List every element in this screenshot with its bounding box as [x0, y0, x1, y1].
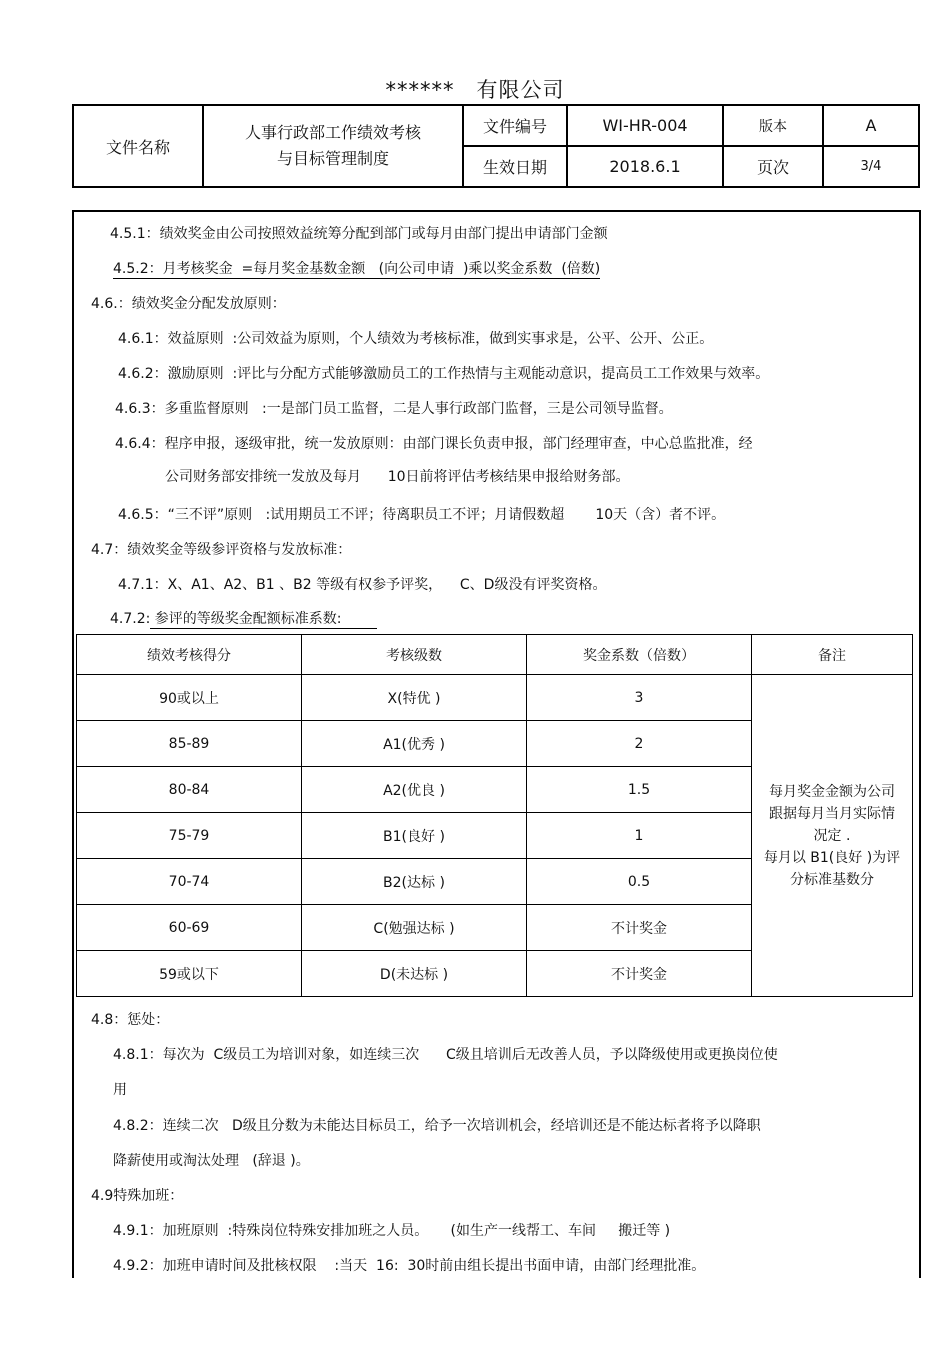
doc-name: [203, 105, 463, 187]
page-number: 3/4: [823, 146, 919, 187]
cell-level: B1(良好 ): [302, 813, 527, 859]
clause-4-6-3: 4.6.3：多重监督原则 :一是部门员工监督，二是人事行政部门监督，三是公司领导监督。: [115, 401, 673, 417]
cell-score: 75-79: [77, 813, 302, 859]
cell-level: A1(优秀 ): [302, 721, 527, 767]
cell-level: D(未达标 ): [302, 951, 527, 997]
version-label: 版本: [723, 105, 823, 146]
cell-score: 80-84: [77, 767, 302, 813]
clause-4-9: 4.9特殊加班：: [91, 1188, 184, 1204]
clause-4-5-2-text: 4.5.2：月考核奖金 =每月奖金基数金额 (向公司申请 )乘以奖金系数 (倍数): [113, 261, 601, 277]
version: A: [823, 105, 919, 146]
clause-4-9-2: 4.9.2：加班申请时间及批核权限 :当天 16: 30时前由组长提出书面申请，由部门经理批准。: [113, 1258, 706, 1274]
cell-score: 70-74: [77, 859, 302, 905]
cell-score: 59或以下: [77, 951, 302, 997]
cell-coefficient: 2: [527, 721, 752, 767]
note-line: 每月以 B1(良好 )为评: [763, 849, 901, 866]
clause-4-6-2: 4.6.2：激励原则 :评比与分配方式能够激励员工的工作热情与主观能动意识，提高员工工作效果与效率。: [118, 366, 770, 382]
clause-4-6-4: 4.6.4：程序申报，逐级审批，统一发放原则：由部门课长负责申报，部门经理审查，中心总监批准，经: [115, 436, 753, 452]
clause-4-7-2-text: 参评的等级奖金配额标准系数:: [150, 611, 378, 627]
clause-4-8-1-cont: 用: [113, 1082, 127, 1098]
cell-coefficient: 1.5: [527, 767, 752, 813]
clause-4-7-2: [110, 609, 377, 629]
clause-4-8-2: 4.8.2：连续二次 D级且分数为未能达目标员工，给予一次培训机会，经培训还是不能达标者将予以降职: [113, 1118, 761, 1134]
note-line: 分标准基数分: [790, 871, 874, 888]
col-header-score: 绩效考核得分: [77, 635, 302, 675]
cell-level: B2(达标 ): [302, 859, 527, 905]
doc-no: WI-HR-004: [567, 105, 723, 146]
cell-score: 85-89: [77, 721, 302, 767]
page-title: [0, 74, 950, 104]
clause-4-6-4-cont: 公司财务部安排统一发放及每月 10日前将评估考核结果申报给财务部。: [165, 469, 630, 485]
clause-4-8-1: 4.8.1：每次为 C级员工为培训对象，如连续三次 C级且培训后无改善人员，予以降级使用或更换岗位使: [113, 1047, 778, 1063]
clause-4-7-2-number: 4.7.2:: [110, 611, 151, 627]
cell-coefficient: 0.5: [527, 859, 752, 905]
clause-4-6-5: 4.6.5：“三不评”原则 :试用期员工不评；待离职员工不评；月请假数超 10天（含）者不评。: [118, 507, 726, 523]
doc-name-line2: 与目标管理制度: [276, 149, 389, 168]
cell-level: C(勉强达标 ): [302, 905, 527, 951]
page-label: 页次: [723, 146, 823, 187]
clause-4-7-1: 4.7.1：X、A1、A2、B1 、B2 等级有权参予评奖， C、D级没有评奖资格。: [118, 577, 607, 593]
cell-note: [752, 675, 913, 997]
note-line: 况定 .: [813, 827, 851, 844]
company-stars: ******: [385, 78, 455, 102]
grade-table-header: [77, 635, 913, 675]
clause-4-6-1: 4.6.1：效益原则 :公司效益为原则，个人绩效为考核标准，做到实事求是，公平、公开、公正。: [118, 331, 714, 347]
cell-level: A2(优良 ): [302, 767, 527, 813]
note-line: 每月奖金金额为公司: [769, 783, 895, 800]
col-header-level: 考核级数: [302, 635, 527, 675]
clause-4-7: 4.7：绩效奖金等级参评资格与发放标准：: [91, 542, 352, 558]
company-name: 有限公司: [476, 78, 565, 102]
col-header-coefficient: 奖金系数（倍数）: [527, 635, 752, 675]
clause-4-5-2: [113, 259, 600, 279]
cell-coefficient: 不计奖金: [527, 951, 752, 997]
doc-name-line1: 人事行政部工作绩效考核: [244, 123, 421, 142]
clause-4-6: 4.6.：绩效奖金分配发放原则：: [91, 296, 286, 312]
table-row: [77, 675, 913, 721]
cell-coefficient: 1: [527, 813, 752, 859]
cell-coefficient: 3: [527, 675, 752, 721]
doc-name-label: 文件名称: [73, 105, 203, 187]
effective-date: 2018.6.1: [567, 146, 723, 187]
grade-table: [76, 634, 913, 997]
clause-4-9-1: 4.9.1：加班原则 :特殊岗位特殊安排加班之人员。 (如生产一线帮工、车间 搬迁等 ): [113, 1223, 671, 1239]
clause-4-5-1: 4.5.1：绩效奖金由公司按照效益统筹分配到部门或每月由部门提出申请部门金额: [110, 226, 608, 242]
doc-no-label: 文件编号: [463, 105, 567, 146]
clause-4-8-2-cont: 降薪使用或淘汰处理 (辞退 )。: [113, 1153, 310, 1169]
clause-4-8: 4.8：惩处：: [91, 1012, 170, 1028]
cell-coefficient: 不计奖金: [527, 905, 752, 951]
cell-level: X(特优 ): [302, 675, 527, 721]
note-line: 跟据每月当月实际情: [769, 805, 895, 822]
document-header-table: [72, 104, 920, 188]
col-header-note: 备注: [752, 635, 913, 675]
cell-score: 60-69: [77, 905, 302, 951]
cell-score: 90或以上: [77, 675, 302, 721]
effective-label: 生效日期: [463, 146, 567, 187]
